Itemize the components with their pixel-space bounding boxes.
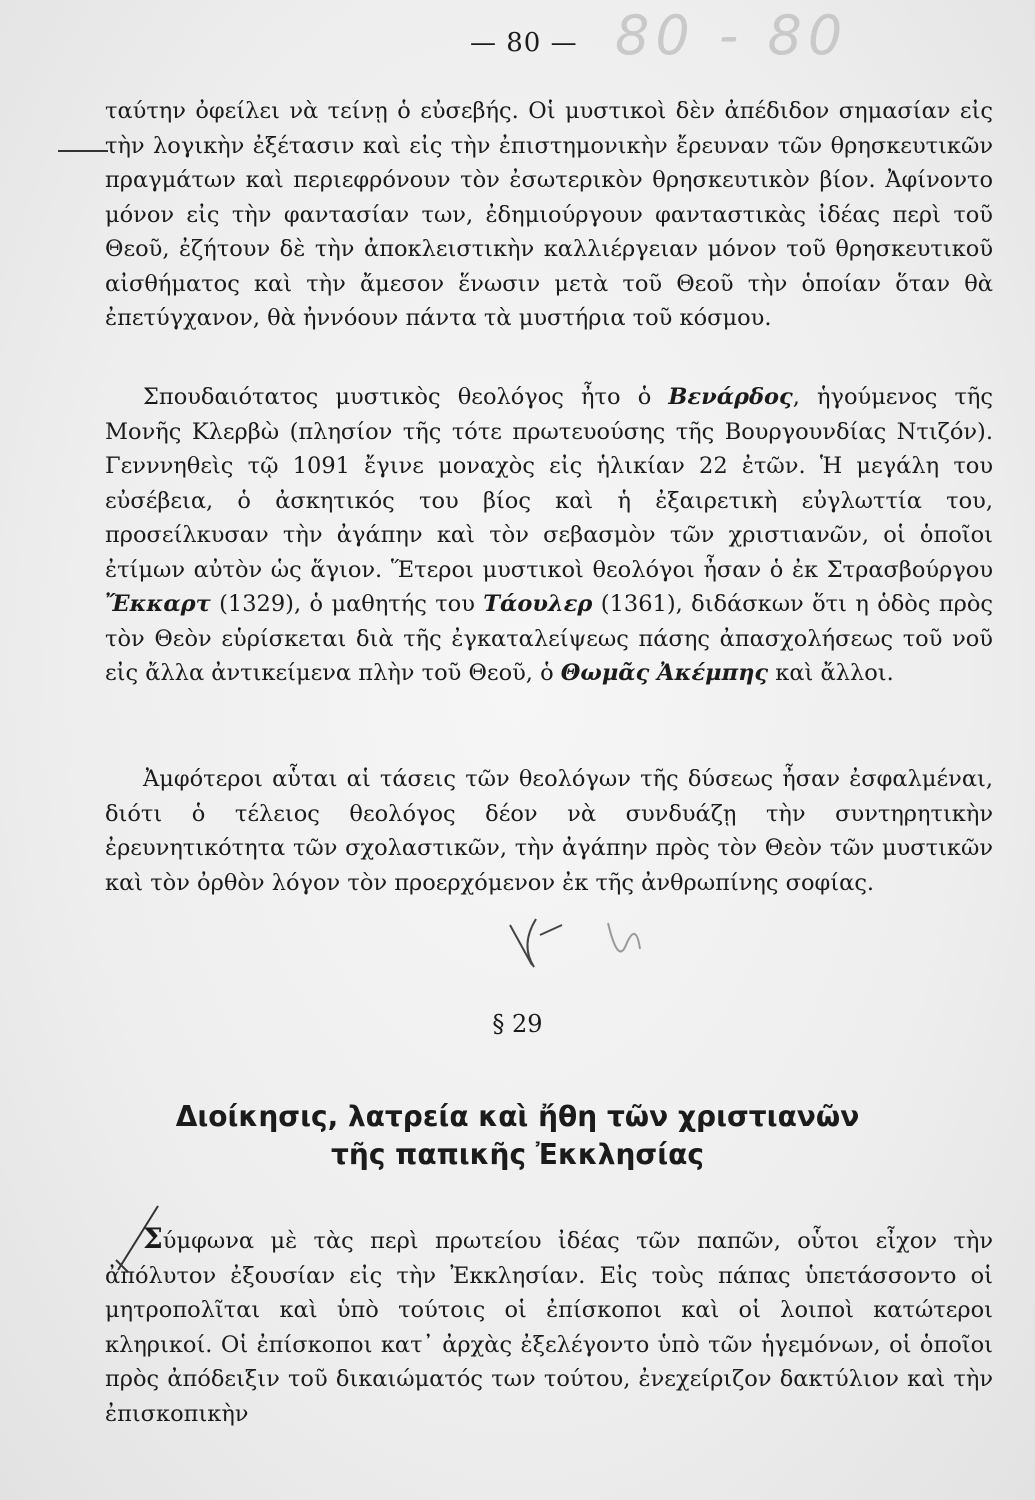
text-run: ύμφωνα μὲ τὰς περὶ πρωτείου ἰδέας τῶν παπῶν, οὗτοι εἶχον τὴν ἀπόλυτον ἐξουσίαν εἰς τὴν Ἐκκλησίαν. Εἰς τοὺς πάπας ὑπετάσσοντο οἱ μητροπολῖται καὶ ὑπὸ τούτοις οἱ ἐπίσκοποι καὶ οἱ λοιποὶ κατώτεροι κληρικοί. Οἱ ἐπίσκοποι κατ᾽ ἀρχὰς ἐξελέγοντο ὑπὸ τῶν ἡγεμόνων, οἱ ὁποῖοι πρὸς ἀπόδειξιν τοῦ δικαιώματός των τούτου, ἐνεχείριζον δακτύλιον καὶ τὴν ἐπισκοπικὴν (105, 1228, 993, 1427)
paragraph-text: Ἀμφότεροι αὗται αἱ τάσεις τῶν θεολόγων τῆς δύσεως ἦσαν ἐσφαλμέναι, διότι ὁ τέλειος θεολόγος δέον νὰ συνδυάζῃ τὴν συντηρητικὴν ἐρευνητικότητα τῶν σχολαστικῶν, τὴν ἀγάπην πρὸς τὸν Θεὸν τῶν μυστικῶν καὶ τὸν ὀρθὸν λόγον τὸν προερχόμενον ἐκ τῆς ἀνθρωπίνης σοφίας. (105, 766, 993, 896)
drop-letter: Σ (143, 1222, 163, 1255)
chapter-title-line-1: Διοίκησις, λατρεία καὶ ἤθη τῶν χριστιανῶν (175, 1100, 860, 1133)
text-run: (1361), διδάσκων ὅτι η ὁδὸς πρὸς τὸν Θεὸν εὑρίσκεται διὰ τῆς ἐγκαταλείψεως πάσης ἀπασχολήσεως τοῦ νοῦ εἰς ἄλλα ἀντικείμενα πλὴν τοῦ Θεοῦ, ὁ (105, 591, 993, 686)
margin-pencil-mark (58, 150, 108, 152)
text-run: καὶ ἄλλοι. (768, 660, 894, 686)
handwritten-page-note: 80 - 80 (615, 4, 849, 67)
paragraph-both-tendencies (105, 762, 993, 900)
text-run: , ἡγούμενος τῆς Μονῆς Κλερβὼ (πλησίον τῆς τότε πρωτευούσης τῆς Βουργουνδίας Ντιζόν). Γενννηθεὶς τῷ 1091 ἔγινε μοναχὸς εἰς ἡλικίαν 22 ἐτῶν. Ἡ μεγάλη του εὐσέβεια, ὁ ἀσκητικός του βίος καὶ ἡ ἐξαιρετικὴ εὐγλωττία του, προσείλκυσαν τὴν ἀγάπην καὶ τὸν σεβασμὸν τῶν χριστιανῶν, οἱ ὁποῖοι ἐτίμων αὐτὸν ὡς ἅγιον. Ἕτεροι μυστικοὶ θεολόγοι ἦσαν ὁ ἐκ Στρασβούργου (105, 384, 993, 583)
name-eckhart: Ἔκκαρτ (105, 591, 211, 617)
handwritten-scribble (500, 905, 670, 975)
name-bernard: Βενάρδος (668, 384, 793, 410)
text-run: Σπουδαιότατος μυστικὸς θεολόγος ἦτο ὁ (143, 384, 669, 410)
paragraph-papal-authority (105, 1222, 993, 1431)
paragraph-text: ταύτην ὀφείλει νὰ τείνῃ ὁ εὐσεβής. Οἱ μυστικοὶ δὲν ἀπέδιδον σημασίαν εἰς τὴν λογικὴν ἐξέτασιν καὶ εἰς τὴν ἐπιστημονικὴν ἔρευναν τῶν θρησκευτικῶν πραγμάτων καὶ περιεφρόνουν τὸν ἐσωτερικὸν θρησκευτικὸν βίον. Ἀφίνοντο μόνον εἰς τὴν φαντασίαν των, ἐδημιούργουν φανταστικὰς ἰδέας περὶ τοῦ Θεοῦ, ἐζήτουν δὲ τὴν ἀποκλειστικὴν καλλιέργειαν μόνον τοῦ θρησκευτικοῦ αἰσθήματος καὶ τὴν ἄμεσον ἕνωσιν μετὰ τοῦ Θεοῦ τὴν ὁποίαν ὅταν θὰ ἐπετύγχανον, θὰ ἠννόουν πάντα τὰ μυστήρια τοῦ κόσμου. (105, 98, 993, 331)
name-tauler: Τάουλερ (483, 591, 593, 617)
text-run: (1329), ὁ μαθητής του (210, 591, 484, 617)
name-thomas-kempis: Θωμᾶς Ἀκέμπης (560, 660, 769, 686)
paragraph-mystic-theologians (105, 380, 993, 691)
section-number: § 29 (492, 1010, 543, 1038)
chapter-title-line-2: τῆς παπικῆς Ἐκκλησίας (331, 1138, 704, 1171)
paragraph-text (105, 1222, 993, 1431)
paragraph-mystics-intro (105, 94, 993, 336)
chapter-title (0, 1098, 1035, 1174)
paragraph-text (105, 380, 993, 691)
page-number: — 80 — (470, 28, 578, 58)
